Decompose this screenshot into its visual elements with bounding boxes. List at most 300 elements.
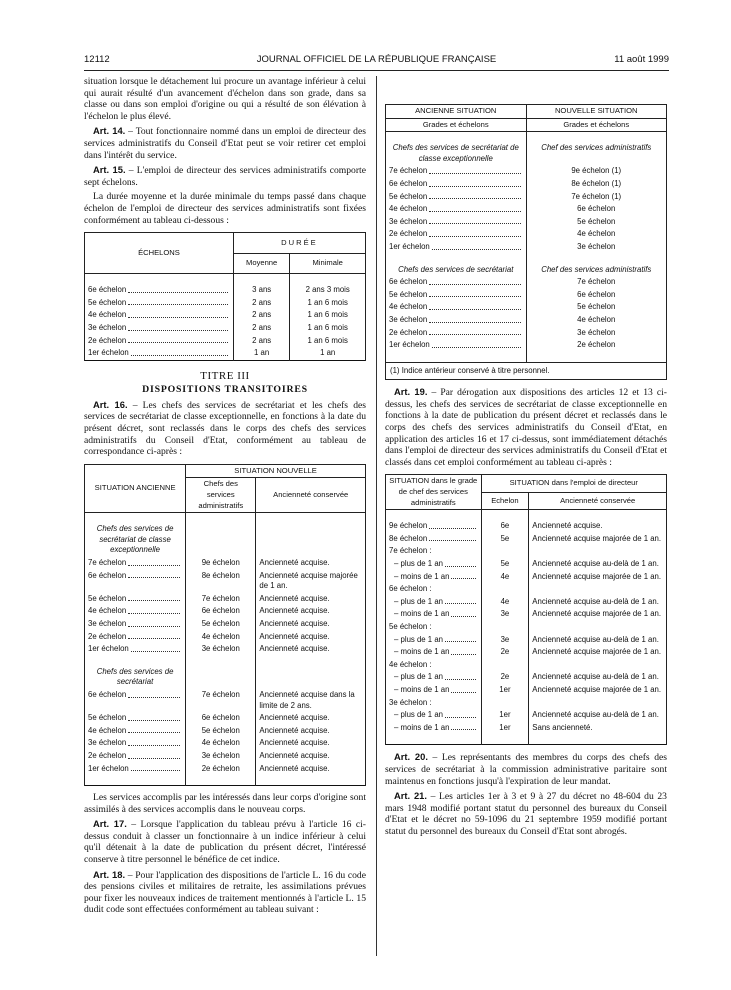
anciennete-cell: Ancienneté acquise majorée de 1 an. xyxy=(256,570,366,593)
group-label-right: Chef des services administratifs xyxy=(526,264,667,277)
anciennete-cell: Ancienneté acquise. xyxy=(256,737,366,750)
ancienne-cell xyxy=(386,165,527,178)
nouvelle-cell: 4e échelon xyxy=(526,228,667,241)
ancienne-cell xyxy=(85,763,186,776)
nouvelle-cell: 8e échelon (1) xyxy=(526,178,667,191)
ancienne-cell xyxy=(386,203,527,216)
group-label-left: Chefs des services de secrétariat de classe exceptionnelle xyxy=(386,142,527,165)
table-row xyxy=(85,557,366,570)
nouvelle-cell: 7e échelon (1) xyxy=(526,191,667,204)
minimale-cell: 1 an 6 mois xyxy=(290,322,366,335)
echelon-cell xyxy=(85,322,234,335)
table-row xyxy=(386,697,667,710)
label-text: – plus de 1 an xyxy=(394,559,443,568)
table-row xyxy=(386,545,667,558)
label-text: 1er échelon xyxy=(389,241,430,251)
right-column xyxy=(385,76,667,840)
grade-cell xyxy=(386,558,482,571)
label-text: – moins de 1 an xyxy=(394,684,450,694)
echelon-cell: 4e xyxy=(481,596,529,609)
echelon-cell xyxy=(481,545,529,558)
spacer-cell xyxy=(256,656,366,666)
table-row xyxy=(85,322,366,335)
group-label-left: Chefs des services de secrétariat xyxy=(386,264,527,277)
nouvelle-cell: 7e échelon xyxy=(526,276,667,289)
table-row xyxy=(386,228,667,241)
anciennete-cell xyxy=(529,621,667,634)
anciennete-cell: Ancienneté acquise majorée de 1 an. xyxy=(529,684,667,697)
table-row xyxy=(386,178,667,191)
grade-cell xyxy=(386,684,482,697)
group-label: Chefs des services de secrétariat xyxy=(85,666,186,689)
label-text: 2e échelon xyxy=(88,750,127,760)
header-anciennete: Ancienneté conservée xyxy=(256,478,366,513)
label-text: 8e échelon xyxy=(389,533,428,543)
label-text: – plus de 1 an xyxy=(394,710,443,720)
label-text: – moins de 1 an xyxy=(394,571,450,581)
nouvelle-cell: 2e échelon xyxy=(186,763,256,776)
anciennete-cell: Ancienneté acquise. xyxy=(529,520,667,533)
header-grades-2: Grades et échelons xyxy=(526,118,667,132)
minimale-cell: 1 an 6 mois xyxy=(290,297,366,310)
table-row xyxy=(85,309,366,322)
article-14: Art. 14. – Tout fonctionnaire nommé dans un emploi de directeur des services administratifs du Conseil d'Etat peut se voir retirer cet emploi dans l'intérêt du service. xyxy=(84,125,366,161)
ancienne-cell xyxy=(85,643,186,656)
echelon-cell: 3e xyxy=(481,634,529,647)
table-row xyxy=(386,608,667,621)
label-text: 1er échelon xyxy=(88,763,129,773)
echelon-cell: 2e xyxy=(481,646,529,659)
header-echelon: Echelon xyxy=(481,492,529,509)
label-text: 6e échelon xyxy=(389,178,428,188)
table-row xyxy=(85,593,366,606)
article-21: Art. 21. – Les articles 1er à 3 et 9 à 27 du décret no 48-604 du 23 mars 1948 modifié portant statut du personnel des bureaux du Conseil d'Etat et le décret no 59-1096 du 21 septembre 1959 modifié portant statut du personnel des bureaux du Conseil d'Etat sont abrogés. xyxy=(385,790,667,837)
label-text: 6e échelon xyxy=(88,285,127,295)
anciennete-cell: Ancienneté acquise. xyxy=(256,618,366,631)
nouvelle-cell: 4e échelon xyxy=(186,737,256,750)
ancienne-cell xyxy=(85,689,186,712)
label-text: 5e échelon : xyxy=(389,621,432,631)
label-text: 5e échelon xyxy=(88,713,127,723)
label-text: 4e échelon xyxy=(88,606,127,616)
anciennete-cell: Ancienneté acquise au-delà de 1 an. xyxy=(529,634,667,647)
table-row xyxy=(386,659,667,672)
anciennete-cell: Ancienneté acquise majorée de 1 an. xyxy=(529,571,667,584)
label-text: 2e échelon xyxy=(88,631,127,641)
spacer-cell xyxy=(256,513,366,524)
anciennete-cell: Ancienneté acquise. xyxy=(256,712,366,725)
echelon-cell xyxy=(481,697,529,710)
echelon-cell: 5e xyxy=(481,558,529,571)
header-situation-grade: SITUATION dans le grade de chef des services administratifs xyxy=(386,475,482,510)
label-text: 6e échelon xyxy=(88,570,127,580)
table-row xyxy=(85,631,366,644)
table-row xyxy=(386,684,667,697)
grade-cell xyxy=(386,671,482,684)
anciennete-cell: Ancienneté acquise majorée de 1 an. xyxy=(529,646,667,659)
duration-table xyxy=(84,232,366,361)
label-text: 3e échelon xyxy=(88,322,127,332)
echelon-cell xyxy=(85,335,234,348)
ancienne-cell xyxy=(386,314,527,327)
table-row xyxy=(386,276,667,289)
header-nouvelle-situation: NOUVELLE SITUATION xyxy=(526,105,667,119)
header-duree: DURÉE xyxy=(233,233,365,254)
spacer-row xyxy=(85,513,366,524)
ancienne-cell xyxy=(386,339,527,352)
moyenne-cell: 1 an xyxy=(233,347,289,360)
nouvelle-cell: 5e échelon xyxy=(186,618,256,631)
label-text: 2e échelon xyxy=(389,327,428,337)
header-moyenne: Moyenne xyxy=(233,253,289,274)
anciennete-cell xyxy=(529,697,667,710)
table-row xyxy=(386,533,667,546)
issue-date: 11 août 1999 xyxy=(614,54,669,65)
spacer-cell xyxy=(529,510,667,521)
label-text: – plus de 1 an xyxy=(394,672,443,682)
spacer-cell xyxy=(526,352,667,363)
nouvelle-cell: 6e échelon xyxy=(526,203,667,216)
header-chefs-services: Chefs des services administratifs xyxy=(186,478,256,513)
table-row xyxy=(386,203,667,216)
anciennete-cell: Ancienneté acquise. xyxy=(256,725,366,738)
spacer-row xyxy=(85,656,366,666)
article-15: Art. 15. – L'emploi de directeur des services administratifs comporte sept échelons. xyxy=(84,164,366,188)
echelon-cell: 1er xyxy=(481,709,529,722)
spacer-row xyxy=(85,775,366,786)
label-text: 5e échelon xyxy=(389,191,428,201)
nouvelle-cell: 5e échelon xyxy=(526,216,667,229)
spacer-cell xyxy=(85,775,186,786)
group-row xyxy=(85,523,366,557)
anciennete-cell: Ancienneté acquise. xyxy=(256,557,366,570)
label-text: 3e échelon xyxy=(88,618,127,628)
ancienne-cell xyxy=(85,750,186,763)
table-note: (1) Indice antérieur conservé à titre personnel. xyxy=(386,362,667,380)
header-situation-nouvelle: SITUATION NOUVELLE xyxy=(186,464,366,478)
anciennete-cell: Ancienneté acquise au-delà de 1 an. xyxy=(529,596,667,609)
spacer-row xyxy=(386,352,667,363)
header-grades-1: Grades et échelons xyxy=(386,118,527,132)
echelon-cell: 1er xyxy=(481,684,529,697)
echelon-cell: 3e xyxy=(481,608,529,621)
spacer-cell xyxy=(256,775,366,786)
pension-table xyxy=(385,104,667,380)
table-row xyxy=(386,289,667,302)
grade-cell xyxy=(386,709,482,722)
grade-cell xyxy=(386,621,482,634)
spacer-cell xyxy=(85,656,186,666)
table-row xyxy=(85,643,366,656)
nouvelle-cell: 6e échelon xyxy=(186,605,256,618)
label-text: 4e échelon xyxy=(389,204,428,214)
header-echelons: ÉCHELONS xyxy=(85,233,234,274)
ancienne-cell xyxy=(85,618,186,631)
ancienne-cell xyxy=(85,557,186,570)
moyenne-cell: 2 ans xyxy=(233,335,289,348)
table-row xyxy=(386,216,667,229)
anciennete-cell: Ancienneté acquise. xyxy=(256,643,366,656)
anciennete-cell: Ancienneté acquise dans la limite de 2 ans. xyxy=(256,689,366,712)
nouvelle-cell: 8e échelon xyxy=(186,570,256,593)
anciennete-cell xyxy=(529,545,667,558)
label-text: – moins de 1 an xyxy=(394,722,450,732)
anciennete-cell: Ancienneté acquise. xyxy=(256,605,366,618)
nouvelle-cell: 6e échelon xyxy=(526,289,667,302)
article-16: Art. 16. – Les chefs des services de secrétariat et les chefs des services de secrétariat de classe exceptionnelle, en fonctions à la date du présent décret, sont reclassés dans le corps des chefs des services administratifs du Conseil d'Etat, conformément au tableau de correspondance ci-après : xyxy=(84,398,366,458)
table-row xyxy=(85,750,366,763)
titre-subheading: DISPOSITIONS TRANSITOIRES xyxy=(142,384,308,396)
article-15-paragraph-2: La durée moyenne et la durée minimale du temps passé dans chaque échelon de l'emploi de directeur des services administratifs sont fixées conformément au tableau ci-dessous : xyxy=(84,191,366,226)
ancienne-cell xyxy=(386,178,527,191)
anciennete-cell: Ancienneté acquise au-delà de 1 an. xyxy=(529,671,667,684)
table-row xyxy=(386,558,667,571)
spacer-cell xyxy=(186,775,256,786)
moyenne-cell: 2 ans xyxy=(233,322,289,335)
moyenne-cell: 2 ans xyxy=(233,297,289,310)
label-text: 4e échelon xyxy=(88,310,127,320)
anciennete-cell: Sans ancienneté. xyxy=(529,722,667,735)
anciennete-cell: Ancienneté acquise au-delà de 1 an. xyxy=(529,709,667,722)
anciennete-cell: Ancienneté acquise au-delà de 1 an. xyxy=(529,558,667,571)
ancienne-cell xyxy=(85,593,186,606)
spacer-cell xyxy=(386,254,527,264)
grade-cell xyxy=(386,634,482,647)
grade-cell xyxy=(386,533,482,546)
table-row xyxy=(85,763,366,776)
article-18: Art. 18. – Pour l'application des dispositions de l'article L. 16 du code des pensions civiles et militaires de retraite, les assimilations prévues pour fixer les nouveaux indices de traitement mentionnés à l'article L. 15 dudit code sont effectuées conformément au tableau suivant : xyxy=(84,868,366,916)
nouvelle-cell: 7e échelon xyxy=(186,593,256,606)
table-row xyxy=(85,284,366,297)
nouvelle-cell: 6e échelon xyxy=(186,712,256,725)
ancienne-cell xyxy=(386,289,527,302)
services-paragraph: Les services accomplis par les intéressés dans leur corps d'origine sont assimilés à des services accomplis dans le nouveau corps. xyxy=(84,792,366,815)
header-situation-ancienne: SITUATION ANCIENNE xyxy=(85,464,186,512)
table-row xyxy=(386,165,667,178)
header-situation-emploi: SITUATION dans l'emploi de directeur xyxy=(481,475,666,492)
nouvelle-cell: 7e échelon xyxy=(186,689,256,712)
label-text: 1er échelon xyxy=(389,340,430,350)
moyenne-cell: 2 ans xyxy=(233,309,289,322)
label-text: 1er échelon xyxy=(88,644,129,654)
anciennete-cell: Ancienneté acquise. xyxy=(256,750,366,763)
label-text: – moins de 1 an xyxy=(394,647,450,657)
table-row xyxy=(85,712,366,725)
titre-heading: TITRE III xyxy=(200,369,250,382)
table-row xyxy=(386,314,667,327)
nouvelle-cell: 3e échelon xyxy=(526,327,667,340)
nouvelle-cell: 4e échelon xyxy=(186,631,256,644)
spacer-cell xyxy=(529,734,667,745)
label-text: 4e échelon : xyxy=(389,659,432,669)
page-number: 12112 xyxy=(84,54,110,65)
label-text: 3e échelon xyxy=(389,314,428,324)
echelon-cell: 2e xyxy=(481,671,529,684)
nouvelle-cell: 9e échelon (1) xyxy=(526,165,667,178)
nouvelle-cell: 2e échelon xyxy=(526,339,667,352)
anciennete-cell xyxy=(529,583,667,596)
label-text: 6e échelon : xyxy=(389,584,432,594)
ancienne-cell xyxy=(386,216,527,229)
header-ancienne-situation: ANCIENNE SITUATION xyxy=(386,105,527,119)
spacer-cell xyxy=(386,734,482,745)
echelon-cell: 4e xyxy=(481,571,529,584)
label-text: 1er échelon xyxy=(88,348,129,358)
ancienne-cell xyxy=(386,241,527,254)
table-row xyxy=(386,621,667,634)
label-text: 3e échelon : xyxy=(389,697,432,707)
label-text: – moins de 1 an xyxy=(394,609,450,619)
table-row xyxy=(85,725,366,738)
group-row xyxy=(85,666,366,689)
ancienne-cell xyxy=(85,631,186,644)
table-row xyxy=(85,570,366,593)
nouvelle-cell: 3e échelon xyxy=(526,241,667,254)
group-row xyxy=(386,264,667,277)
label-text: – plus de 1 an xyxy=(394,596,443,606)
table-row xyxy=(386,583,667,596)
ancienne-cell xyxy=(85,605,186,618)
article-17: Art. 17. – Lorsque l'application du tableau prévu à l'article 16 ci-dessus conduit à classer un fonctionnaire à un indice inférieur à celui qu'il détenait à la date de publication du présent décret, l'intéressé conserve à titre personnel le bénéfice de cet indice. xyxy=(84,818,366,866)
empty-cell xyxy=(186,666,256,689)
echelon-cell xyxy=(85,309,234,322)
empty-cell xyxy=(256,523,366,557)
echelon-cell: 1er xyxy=(481,722,529,735)
ancienne-cell xyxy=(85,737,186,750)
anciennete-cell: Ancienneté acquise. xyxy=(256,593,366,606)
label-text: 7e échelon xyxy=(88,558,127,567)
table-row xyxy=(85,689,366,712)
table-row xyxy=(85,737,366,750)
table-row xyxy=(386,646,667,659)
label-text: 2e échelon xyxy=(389,229,428,239)
anciennete-cell xyxy=(529,659,667,672)
echelon-cell xyxy=(481,659,529,672)
column-separator xyxy=(376,76,377,956)
label-text: 5e échelon xyxy=(88,593,127,603)
spacer-cell xyxy=(386,132,527,143)
ancienne-cell xyxy=(85,712,186,725)
label-text: 3e échelon xyxy=(88,738,127,748)
table-row xyxy=(386,709,667,722)
header-minimale: Minimale xyxy=(290,253,366,274)
echelon-cell xyxy=(85,284,234,297)
grade-cell xyxy=(386,571,482,584)
group-row xyxy=(386,142,667,165)
table-row xyxy=(386,339,667,352)
anciennete-cell: Ancienneté acquise majorée de 1 an. xyxy=(529,608,667,621)
anciennete-cell: Ancienneté acquise majorée de 1 an. xyxy=(529,533,667,546)
ancienne-cell xyxy=(386,276,527,289)
grade-cell xyxy=(386,545,482,558)
table-row xyxy=(386,671,667,684)
article-20: Art. 20. – Les représentants des membres du corps des chefs des services de secrétariat à la commission administrative paritaire sont maintenus en fonctions jusqu'à l'expiration de leur mandat. xyxy=(385,751,667,787)
spacer-cell xyxy=(526,132,667,143)
spacer-cell xyxy=(290,274,366,285)
label-text: 9e échelon xyxy=(389,521,428,531)
directeur-table xyxy=(385,474,667,745)
minimale-cell: 1 an 6 mois xyxy=(290,309,366,322)
minimale-cell: 1 an 6 mois xyxy=(290,335,366,348)
spacer-row xyxy=(386,254,667,264)
grade-cell xyxy=(386,659,482,672)
header-rule xyxy=(84,70,669,71)
echelon-cell: 5e xyxy=(481,533,529,546)
ancienne-cell xyxy=(85,570,186,593)
anciennete-cell: Ancienneté acquise. xyxy=(256,631,366,644)
table-row xyxy=(386,301,667,314)
nouvelle-cell: 5e échelon xyxy=(526,301,667,314)
nouvelle-cell: 3e échelon xyxy=(186,643,256,656)
table-row xyxy=(85,335,366,348)
group-label: Chefs des services de secrétariat de classe exceptionnelle xyxy=(85,523,186,557)
table-row xyxy=(386,191,667,204)
label-text: 4e échelon xyxy=(389,302,428,312)
article-19: Art. 19. – Par dérogation aux dispositions des articles 12 et 13 ci-dessus, les chefs des services de secrétariat de classe exceptionnelle en fonctions à la date de publication du présent décret et reclassés dans le corps des chefs des services administratifs du Conseil d'Etat, en application des articles 16 et 17 ci-dessus, sont immédiatement détachés dans l'emploi de directeur des services administratifs du Conseil d'Etat et classés dans cet emploi conformément au tableau ci-après : xyxy=(385,386,667,468)
table-row xyxy=(386,520,667,533)
label-text: 5e échelon xyxy=(88,297,127,307)
spacer-row xyxy=(386,132,667,143)
grade-cell xyxy=(386,596,482,609)
intro-paragraph: situation lorsque le détachement lui procure un avantage inférieur à celui qui aurait résulté d'un avancement d'échelon dans son grade, dans sa classe ou dans son emploi d'origine ou qui a résulté de son élévation à l'échelon le plus élevé. xyxy=(84,76,366,122)
moyenne-cell: 3 ans xyxy=(233,284,289,297)
ancienne-cell xyxy=(386,191,527,204)
table-row xyxy=(85,605,366,618)
table-row xyxy=(386,634,667,647)
spacer-cell xyxy=(386,510,482,521)
journal-title: JOURNAL OFFICIEL DE LA RÉPUBLIQUE FRANÇAISE xyxy=(256,54,497,65)
nouvelle-cell: 9e échelon xyxy=(186,557,256,570)
correspondence-table xyxy=(84,464,366,786)
table-row xyxy=(85,347,366,360)
table-row xyxy=(386,327,667,340)
echelon-cell: 6e xyxy=(481,520,529,533)
spacer-row xyxy=(386,734,667,745)
table-row xyxy=(386,596,667,609)
table-row xyxy=(386,241,667,254)
echelon-cell xyxy=(481,583,529,596)
ancienne-cell xyxy=(386,228,527,241)
group-label-right: Chef des services administratifs xyxy=(526,142,667,165)
grade-cell xyxy=(386,608,482,621)
anciennete-cell: Ancienneté acquise. xyxy=(256,763,366,776)
spacer-cell xyxy=(386,352,527,363)
table-row xyxy=(386,722,667,735)
label-text: 3e échelon xyxy=(389,216,428,226)
nouvelle-cell: 5e échelon xyxy=(186,725,256,738)
ancienne-cell xyxy=(85,725,186,738)
grade-cell xyxy=(386,697,482,710)
spacer-row xyxy=(386,510,667,521)
label-text: 7e échelon : xyxy=(389,546,432,556)
spacer-cell xyxy=(85,513,186,524)
table-row xyxy=(85,297,366,310)
nouvelle-cell: 3e échelon xyxy=(186,750,256,763)
label-text: 6e échelon xyxy=(389,277,428,287)
table-row xyxy=(386,571,667,584)
echelon-cell xyxy=(481,621,529,634)
table-row xyxy=(85,618,366,631)
ancienne-cell xyxy=(386,301,527,314)
spacer-row xyxy=(85,274,366,285)
page-header xyxy=(84,54,669,68)
grade-cell xyxy=(386,520,482,533)
echelon-cell xyxy=(85,347,234,360)
spacer-cell xyxy=(481,734,529,745)
empty-cell xyxy=(186,523,256,557)
empty-cell xyxy=(256,666,366,689)
spacer-cell xyxy=(186,656,256,666)
